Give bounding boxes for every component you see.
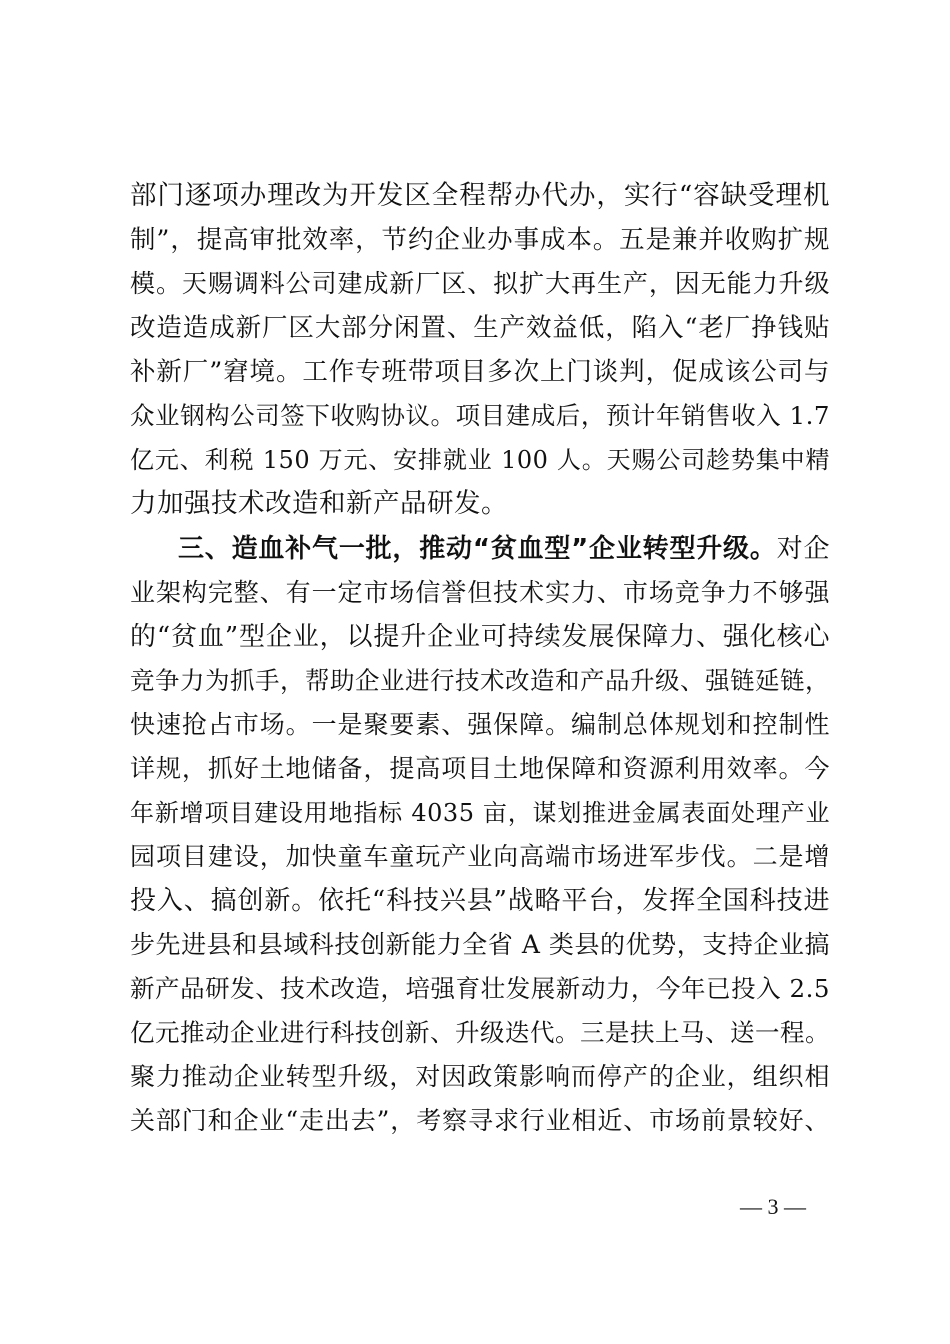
- paragraph-line: 众业钢构公司签下收购协议。项目建成后，预计年销售收入 1.7: [130, 401, 830, 430]
- paragraph-line: 补新厂”窘境。工作专班带项目多次上门谈判，促成该公司与: [130, 357, 830, 387]
- paragraph-line: 快速抢占市场。一是聚要素、强保障。编制总体规划和控制性: [130, 710, 830, 739]
- paragraph-line: 竞争力为抓手，帮助企业进行技术改造和产品升级、强链延链，: [130, 666, 830, 695]
- paragraph-line: 部门逐项办理改为开发区全程帮办代办，实行“容缺受理机: [130, 180, 830, 211]
- paragraph-line: 关部门和企业“走出去”，考察寻求行业相近、市场前景较好、: [130, 1106, 830, 1135]
- paragraph-line: 模。天赐调料公司建成新厂区、拟扩大再生产，因无能力升级: [130, 269, 830, 298]
- paragraph-line: 步先进县和县域科技创新能力全省 A 类县的优势，支持企业搞: [130, 930, 830, 959]
- paragraph-line: 详规，抓好土地储备，提高项目土地保障和资源利用效率。今: [130, 754, 830, 783]
- paragraph-line: 的“贫血”型企业，以提升企业可持续发展保障力、强化核心: [130, 622, 830, 652]
- paragraph-line: 改造造成新厂区大部分闲置、生产效益低，陷入“老厂挣钱贴: [130, 313, 830, 343]
- paragraph-line: 园项目建设，加快童车童玩产业向高端市场进军步伐。二是增: [130, 842, 830, 871]
- paragraph-line: 制”，提高审批效率，节约企业办事成本。五是兼并收购扩规: [130, 225, 830, 255]
- section-heading-line: [178, 527, 830, 571]
- paragraph-line: 亿元推动企业进行科技创新、升级迭代。三是扶上马、送一程。: [130, 1018, 830, 1047]
- page-number: — 3 —: [740, 1194, 806, 1219]
- paragraph-line: 年新增项目建设用地指标 4035 亩，谋划推进金属表面处理产业: [130, 799, 830, 827]
- paragraph-line: 亿元、利税 150 万元、安排就业 100 人。天赐公司趁势集中精: [130, 446, 830, 474]
- section-heading-tail: 对企: [776, 534, 830, 564]
- section-heading: 三、造血补气一批，推动“贫血型”企业转型升级。: [178, 534, 777, 564]
- paragraph-line: 投入、搞创新。依托“科技兴县”战略平台，发挥全国科技进: [130, 886, 830, 916]
- paragraph-line: 力加强技术改造和新产品研发。: [130, 488, 508, 519]
- paragraph-line: 业架构完整、有一定市场信誉但技术实力、市场竞争力不够强: [130, 578, 830, 607]
- paragraph-line: 新产品研发、技术改造，培强育壮发展新动力，今年已投入 2.5: [130, 974, 830, 1003]
- paragraph-line: 聚力推动企业转型升级，对因政策影响而停产的企业，组织相: [130, 1062, 830, 1091]
